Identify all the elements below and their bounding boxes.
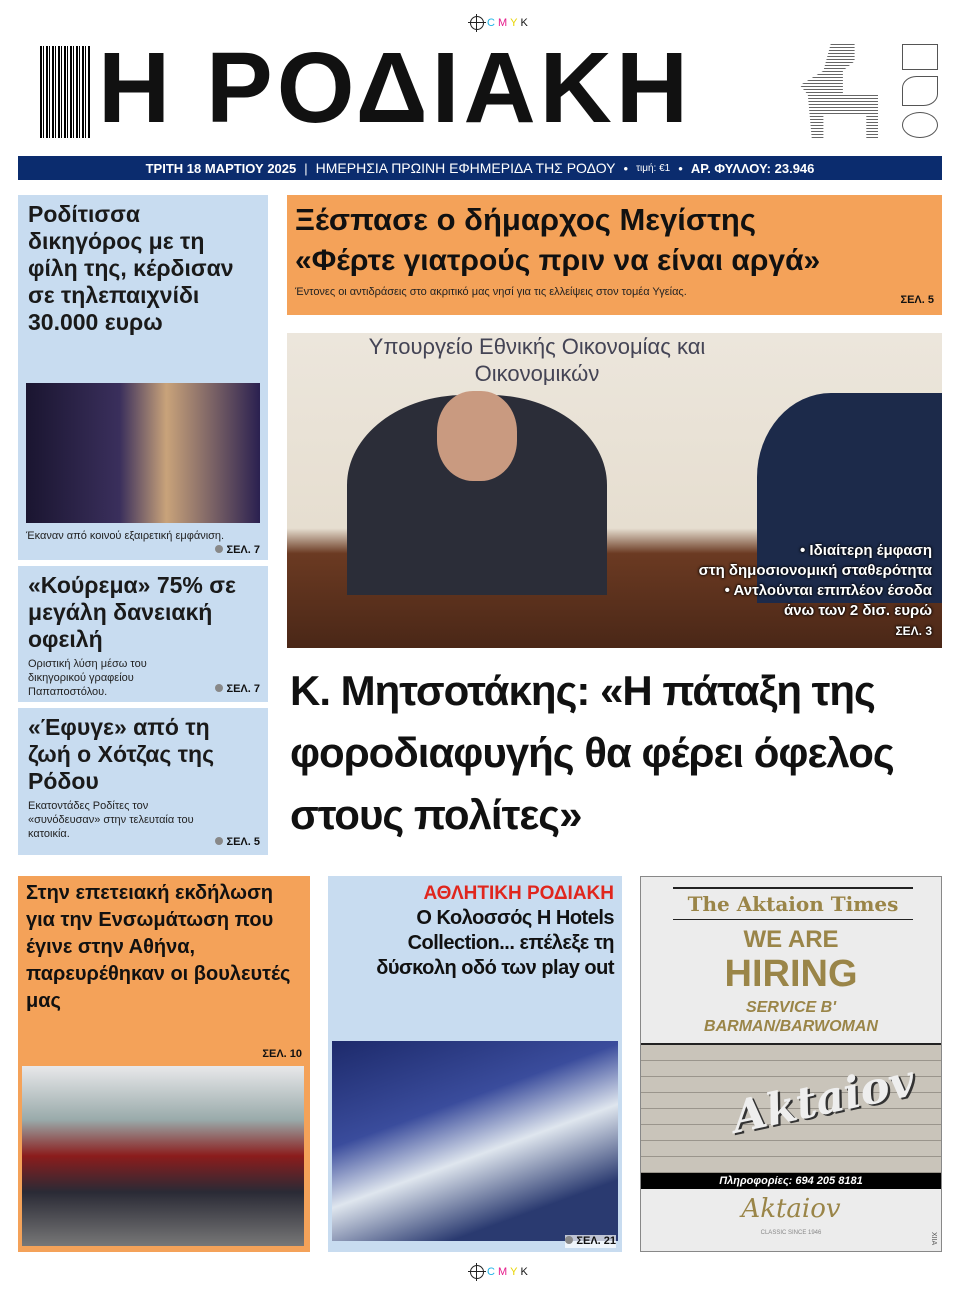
ad-logo: Aktaiov bbox=[741, 1194, 841, 1224]
info-bar bbox=[18, 156, 942, 180]
ad-logo-sub: CLASSIC SINCE 1946 bbox=[760, 1230, 822, 1236]
ad-sign: Aktaiov bbox=[727, 1055, 920, 1144]
story-title: «Έφυγε» από τη ζωή ο Χότζας της Ρόδου bbox=[28, 714, 215, 794]
cmyk-y: Y bbox=[510, 17, 518, 29]
page-reference: ΣΕΛ. 3 bbox=[895, 624, 932, 638]
bullet: • bbox=[623, 160, 629, 176]
hiring-advertisement[interactable] bbox=[640, 876, 942, 1252]
crosshair-icon bbox=[470, 16, 484, 30]
speaker-face bbox=[437, 391, 517, 481]
basketball-photo bbox=[332, 1041, 618, 1241]
cmyk-k: K bbox=[520, 1266, 528, 1278]
page-reference: ΣΕΛ. 5 bbox=[900, 294, 934, 306]
ad-banner: The Aktaion Times bbox=[687, 892, 899, 916]
bullet-line: στη δημοσιονομική σταθερότητα bbox=[698, 562, 932, 579]
story-obituary[interactable] bbox=[18, 708, 268, 855]
story-title: «Κούρεμα» 75% σε μεγάλη δανειακή οφειλή bbox=[28, 572, 236, 652]
event-photo bbox=[22, 1066, 304, 1246]
lead-photo bbox=[287, 333, 942, 648]
cmyk-c: C bbox=[487, 17, 495, 29]
story-title: Ροδίτισσα δικηγόρος με τη φίλη της, κέρδισαν σε τηλεπαιχνίδι 30.000 ευρω bbox=[28, 201, 234, 335]
bullet-line: • Αντλούνται επιπλέον έσοδα bbox=[724, 582, 932, 599]
page-reference: ΣΕΛ. 7 bbox=[215, 683, 260, 696]
masthead-title: Η ΡΟΔΙΑΚΗ bbox=[98, 32, 693, 144]
story-title: Ο Κολοσσός Η Hotels Collection... επέλεξε τη δύσκολη οδό των play out bbox=[376, 907, 614, 979]
story-summary: Εκατοντάδες Ροδίτες τον «συνόδευσαν» στην τελευταία του κατοικία. bbox=[28, 800, 194, 840]
story-game-show[interactable] bbox=[18, 195, 268, 560]
bullet-line: άνω των 2 δισ. ευρώ bbox=[783, 602, 932, 619]
crosshair-icon bbox=[470, 1265, 484, 1279]
print-registration-mark-bottom bbox=[470, 1265, 528, 1279]
ad-role-2: BARMAN/BARWOMAN bbox=[704, 1018, 878, 1035]
story-photo bbox=[26, 383, 260, 523]
photo-background-text: Υπουργείο Εθνικής Οικονομίας και Οικονομικών bbox=[368, 334, 706, 386]
top-story-line1: Ξέσπασε ο δήμαρχος Μεγίστης bbox=[295, 202, 756, 237]
cmyk-k: K bbox=[520, 17, 528, 29]
bullet-line: • Ιδιαίτερη έμφαση bbox=[800, 542, 932, 559]
lead-headline[interactable]: Κ. Μητσοτάκης: «Η πάταξη της φοροδιαφυγής θα φέρει όφελος στους πολίτες» bbox=[290, 667, 894, 838]
barcode bbox=[40, 46, 90, 138]
page-reference: ΣΕΛ. 21 bbox=[565, 1235, 616, 1248]
page-reference: ΣΕΛ. 7 bbox=[215, 544, 260, 557]
top-story-summary: Έντονες οι αντιδράσεις στο ακριτικό μας νησί για τις ελλείψεις στον τομέα Υγείας. bbox=[295, 286, 687, 298]
cmyk-c: C bbox=[487, 1266, 495, 1278]
ad-photo bbox=[641, 1043, 941, 1173]
story-summary: Οριστική λύση μέσω του δικηγορικού γραφείου Παπαποστόλου. bbox=[28, 658, 147, 698]
ad-headline-1: WE ARE bbox=[743, 926, 839, 953]
cmyk-y: Y bbox=[510, 1266, 518, 1278]
cmyk-m: M bbox=[497, 17, 508, 29]
page-reference: ΣΕΛ. 5 bbox=[215, 836, 260, 849]
story-debt-haircut[interactable] bbox=[18, 566, 268, 702]
story-sports[interactable] bbox=[328, 876, 622, 1252]
ad-headline-2: HIRING bbox=[724, 953, 858, 995]
ad-contact: Πληροφορίες: 694 205 8181 bbox=[641, 1173, 941, 1189]
top-story[interactable] bbox=[287, 195, 942, 315]
sports-section-label: ΑΘΛΗΤΙΚΗ ΡΟΔΙΑΚΗ bbox=[423, 883, 614, 904]
ad-role-1: SERVICE B' bbox=[745, 999, 837, 1016]
page-reference: ΣΕΛ. 10 bbox=[262, 1048, 302, 1060]
print-registration-mark bbox=[470, 16, 528, 30]
top-story-line2: «Φέρτε γιατρούς πριν να είναι αργά» bbox=[295, 244, 821, 277]
issue-number: ΑΡ. ΦΥΛΛΟΥ: 23.946 bbox=[690, 160, 815, 176]
story-title: Στην επετειακή εκδήλωση για την Ενσωμάτωση που έγινε στην Αθήνα, παρευρέθηκαν οι βουλευτές μας bbox=[26, 882, 291, 1012]
bullet: • bbox=[678, 160, 683, 176]
cmyk-m: M bbox=[497, 1266, 508, 1278]
story-summary: Έκαναν από κοινού εξαιρετική εμφάνιση. bbox=[26, 530, 225, 542]
tagline: ΗΜΕΡΗΣΙΑ ΠΡΩΙΝΗ ΕΦΗΜΕΡΙΔΑ ΤΗΣ ΡΟΔΟΥ bbox=[315, 160, 616, 176]
price: τιμή: €1 bbox=[636, 162, 671, 174]
deer-logo-icon bbox=[800, 42, 878, 138]
lead-bullets bbox=[699, 541, 932, 641]
story-enosis-event[interactable] bbox=[18, 876, 310, 1252]
separator: | bbox=[304, 160, 308, 176]
ad-code: XIIA bbox=[930, 1231, 937, 1245]
issue-date: ΤΡΙΤΗ 18 ΜΑΡΤΙΟΥ 2025 bbox=[145, 160, 297, 176]
postal-stamps bbox=[902, 44, 938, 148]
